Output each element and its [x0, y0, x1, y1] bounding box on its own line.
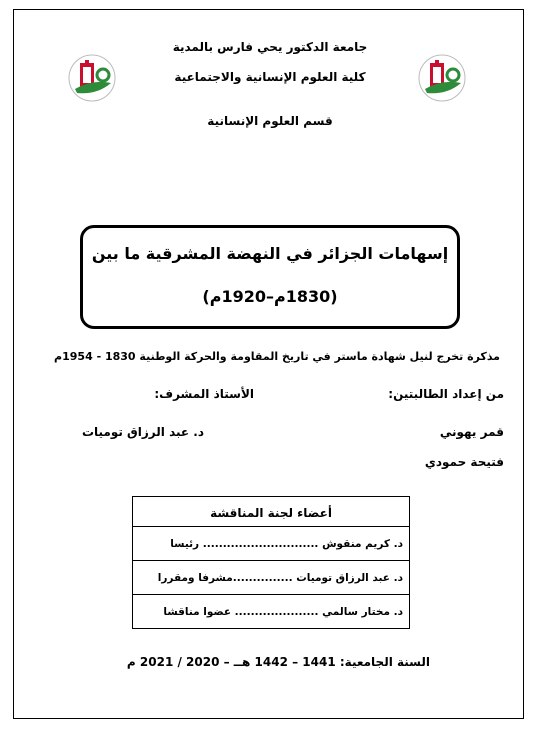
- department-name: قسم العلوم الإنسانية: [207, 114, 333, 128]
- thesis-title-line1: إسهامات الجزائر في النهضة المشرقية ما بين: [91, 244, 449, 263]
- thesis-note: مذكرة تخرج لنيل شهادة ماستر في تاريخ المقاومة والحركة الوطنية 1830 - 1954م: [54, 350, 500, 363]
- thesis-title-line2: (1830م–1920م): [202, 287, 338, 306]
- faculty-name: كلية العلوم الإنسانية والاجتماعية: [174, 70, 366, 84]
- students-label: من إعداد الطالبتين:: [388, 387, 504, 401]
- student-name: قمر يهوني: [439, 425, 504, 439]
- supervisor-label: الأستاذ المشرف:: [154, 387, 254, 401]
- thesis-title-box: [80, 225, 460, 329]
- committee-member-row: د. كريم منقوش ............................. رئيسا: [133, 526, 409, 560]
- university-name: جامعة الدكتور يحي فارس بالمدية: [172, 40, 368, 54]
- committee-title: أعضاء لجنة المناقشة: [210, 506, 332, 520]
- academic-year: السنة الجامعية: 1441 – 1442 هــ – 2020 / 2021 م: [126, 655, 430, 669]
- committee-member-row: د. مختار سالمي ..................... عضوا مناقشا: [133, 594, 409, 629]
- committee-table: [132, 496, 410, 629]
- supervisor-name: د. عبد الرزاق توميات: [81, 425, 204, 439]
- committee-member-row: د. عبد الرزاق توميات ...............مشرفا ومقررا: [133, 560, 409, 594]
- student-name: فتيحة حمودي: [424, 455, 504, 469]
